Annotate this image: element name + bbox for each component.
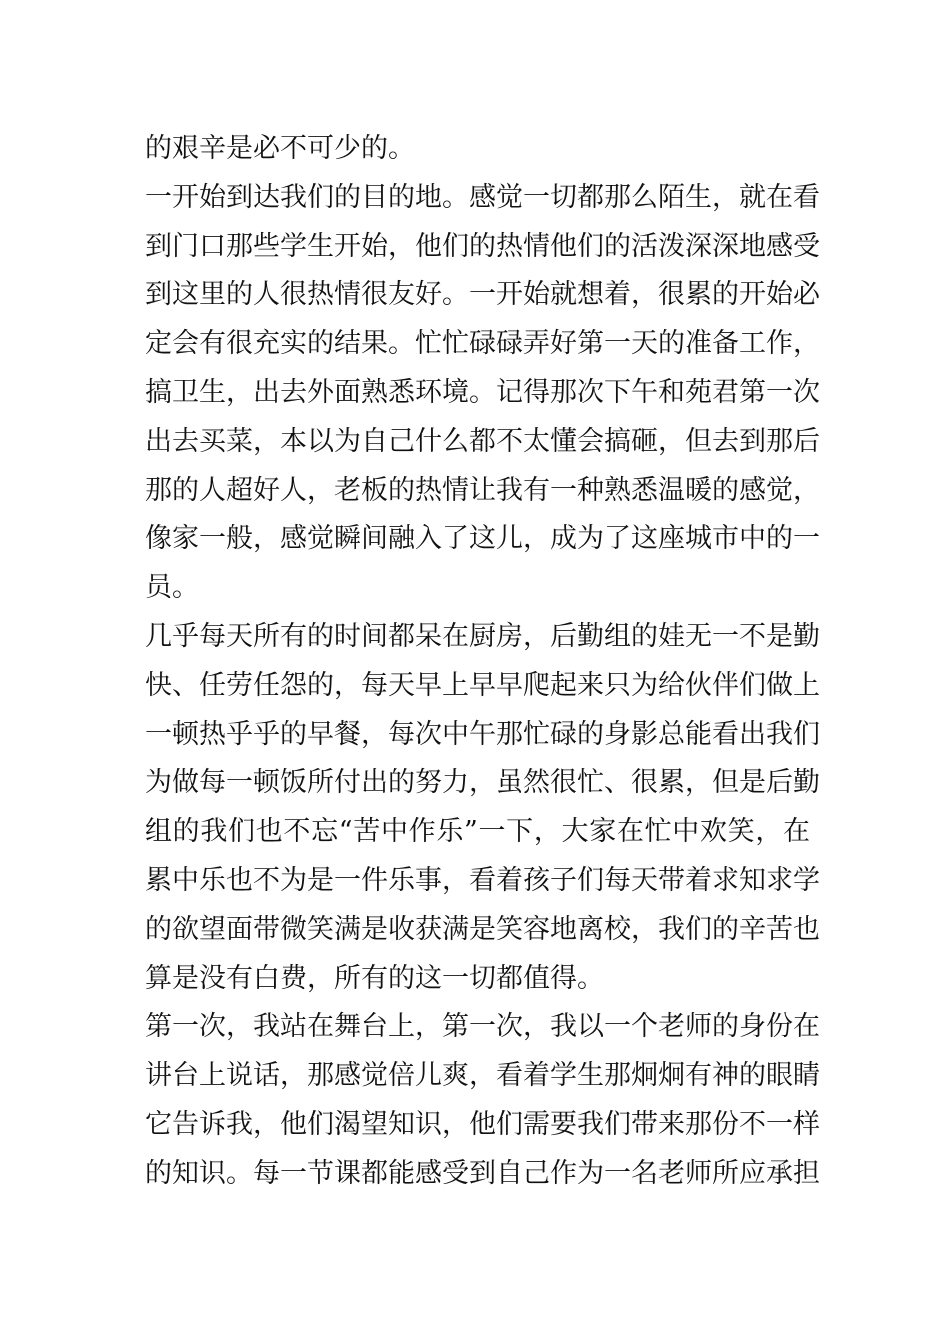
text-line: 的知识。每一节课都能感受到自己作为一名老师所应承担 xyxy=(145,1157,820,1189)
text-line: 为做每一顿饭所付出的努力，虽然很忙、很累，但是后勤 xyxy=(145,767,820,799)
text-line: 像家一般，感觉瞬间融入了这儿，成为了这座城市中的一 xyxy=(145,523,820,555)
text-line: 的欲望面带微笑满是收获满是笑容地离校，我们的辛苦也 xyxy=(145,913,820,945)
text-line: 一开始到达我们的目的地。感觉一切都那么陌生，就在看 xyxy=(145,181,820,213)
text-line: 讲台上说话，那感觉倍儿爽，看着学生那炯炯有神的眼睛 xyxy=(145,1060,820,1092)
text-line: 第一次，我站在舞台上，第一次，我以一个老师的身份在 xyxy=(145,1011,820,1043)
text-line: 那的人超好人，老板的热情让我有一种熟悉温暖的感觉， xyxy=(145,474,820,506)
text-line: 累中乐也不为是一件乐事，看着孩子们每天带着求知求学 xyxy=(145,864,820,896)
text-line: 几乎每天所有的时间都呆在厨房，后勤组的娃无一不是勤 xyxy=(145,620,820,652)
text-line: 搞卫生，出去外面熟悉环境。记得那次下午和苑君第一次 xyxy=(145,376,820,408)
body-text xyxy=(145,125,820,1199)
text-line: 员。 xyxy=(145,572,199,604)
text-line: 出去买菜，本以为自己什么都不太懂会搞砸，但去到那后 xyxy=(145,425,820,457)
text-line: 的艰辛是必不可少的。 xyxy=(145,133,415,164)
text-line: 到这里的人很热情很友好。一开始就想着，很累的开始必 xyxy=(145,279,820,311)
text-line: 定会有很充实的结果。忙忙碌碌弄好第一天的准备工作， xyxy=(145,328,820,360)
text-line: 算是没有白费，所有的这一切都值得。 xyxy=(145,962,604,994)
text-line: 到门口那些学生开始，他们的热情他们的活泼深深地感受 xyxy=(145,230,820,262)
text-line: 组的我们也不忘“苦中作乐”一下，大家在忙中欢笑，在 xyxy=(145,816,810,848)
text-line: 它告诉我，他们渴望知识，他们需要我们带来那份不一样 xyxy=(145,1108,820,1140)
text-line: 一顿热乎乎的早餐，每次中午那忙碌的身影总能看出我们 xyxy=(145,718,820,750)
text-line: 快、任劳任怨的，每天早上早早爬起来只为给伙伴们做上 xyxy=(145,669,820,701)
